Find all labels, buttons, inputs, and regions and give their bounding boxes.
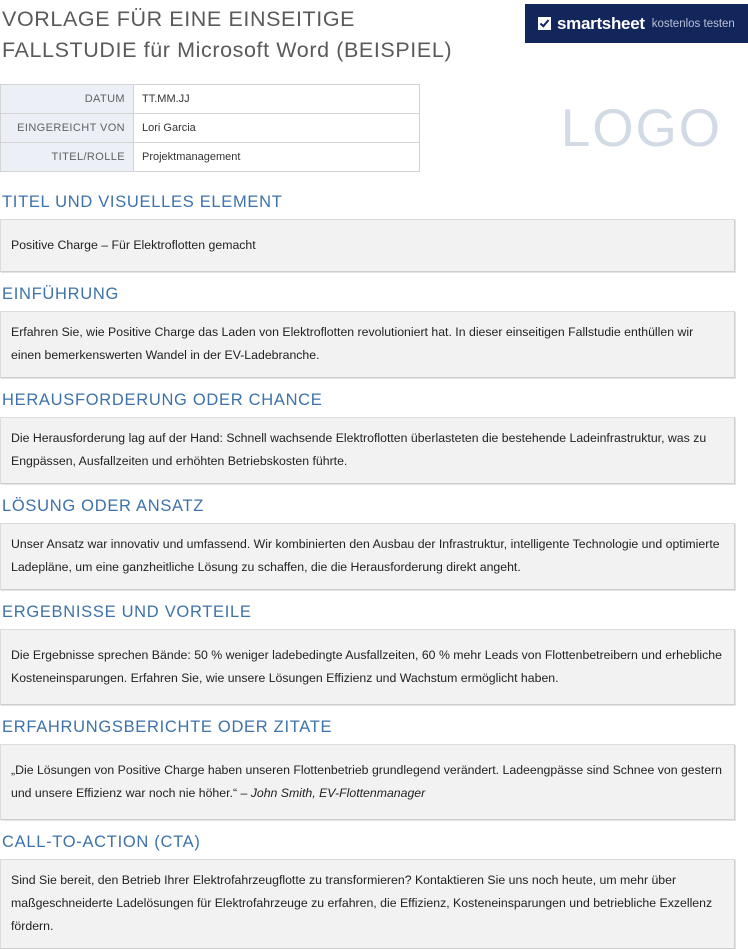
section-heading: LÖSUNG ODER ANSATZ — [2, 497, 205, 515]
section-heading: CALL-TO-ACTION (CTA) — [2, 833, 201, 851]
section-heading: TITEL UND VISUELLES ELEMENT — [2, 193, 283, 211]
section-introduction — [0, 272, 748, 378]
section-solution — [0, 484, 748, 590]
section-heading: EINFÜHRUNG — [2, 285, 119, 303]
metadata-zone — [0, 84, 748, 180]
smartsheet-brand-badge[interactable] — [525, 4, 748, 43]
brand-name-label: smartsheet — [557, 13, 645, 33]
section-content[interactable]: Die Herausforderung lag auf der Hand: Schnell wachsende Elektroflotten überlasteten die bestehende Ladeinfrastruktur, was zu Engpässen, Ausfallzeiten und erhöhten Betriebskosten führte. — [0, 417, 735, 484]
section-heading: ERFAHRUNGSBERICHTE ODER ZITATE — [2, 718, 333, 736]
checkbox-checked-icon — [538, 17, 551, 30]
section-content[interactable]: Positive Charge – Für Elektroflotten gemacht — [0, 219, 735, 272]
section-content[interactable]: Sind Sie bereit, den Betrieb Ihrer Elektrofahrzeugflotte zu transformieren? Kontaktieren Sie uns noch heute, um mehr über maßgeschneiderte Ladelösungen für Elektrofahrzeuge zu erfahren, die Effizienz, Kosteneinsparungen und betriebliche Exzellenz fördern. — [0, 859, 735, 949]
metadata-value-submitted-by[interactable]: Lori Garcia — [134, 114, 420, 143]
page-title-line-2: FALLSTUDIE für Microsoft Word (BEISPIEL) — [2, 38, 453, 62]
brand-tagline-label: kostenlos testen — [651, 17, 735, 30]
table-row — [1, 114, 420, 143]
section-content[interactable]: Erfahren Sie, wie Positive Charge das Laden von Elektroflotten revolutioniert hat. In dieser einseitigen Fallstudie enthüllen wir einen bemerkenswerten Wandel in der EV-Ladebranche. — [0, 311, 735, 378]
section-content[interactable]: Die Ergebnisse sprechen Bände: 50 % weniger ladebedingte Ausfallzeiten, 60 % mehr Leads von Flottenbetreibern und erhebliche Kosteneinsparungen. Erfahren Sie, wie unsere Lösungen Effizienz und Wachstum ermöglicht haben. — [0, 629, 735, 705]
page-title-line-1: VORLAGE FÜR EINE EINSEITIGE — [2, 7, 356, 31]
metadata-label-submitted-by: EINGEREICHT VON — [1, 114, 134, 143]
section-heading: HERAUSFORDERUNG ODER CHANCE — [2, 391, 323, 409]
section-heading: ERGEBNISSE UND VORTEILE — [2, 603, 252, 621]
metadata-value-title-role[interactable]: Projektmanagement — [134, 143, 420, 172]
section-challenge — [0, 378, 748, 484]
logo-placeholder: LOGO — [560, 99, 722, 158]
metadata-value-date[interactable]: TT.MM.JJ — [134, 85, 420, 114]
table-row — [1, 85, 420, 114]
section-content[interactable]: Unser Ansatz war innovativ und umfassend. Wir kombinierten den Ausbau der Infrastruktur, intelligente Technologie und optimierte Ladepläne, um eine ganzheitliche Lösung zu schaffen, die die Herausforderung direkt angeht. — [0, 523, 735, 590]
page-title — [0, 4, 542, 66]
metadata-label-title-role: TITEL/ROLLE — [1, 143, 134, 172]
quote-text: „Die Lösungen von Positive Charge haben unseren Flottenbetrieb grundlegend verändert. Ladeengpässe sind Schnee von gestern und unsere Effizienz war noch nie höher.“ – — [11, 763, 722, 800]
document-header — [0, 0, 748, 84]
metadata-label-date: DATUM — [1, 85, 134, 114]
section-results — [0, 590, 748, 705]
quote-attribution: John Smith, EV-Flottenmanager — [250, 786, 426, 800]
section-cta — [0, 820, 748, 949]
table-row — [1, 143, 420, 172]
metadata-table — [0, 84, 420, 172]
section-content[interactable] — [0, 744, 735, 820]
section-testimonials — [0, 705, 748, 820]
section-title-visual — [0, 180, 748, 272]
